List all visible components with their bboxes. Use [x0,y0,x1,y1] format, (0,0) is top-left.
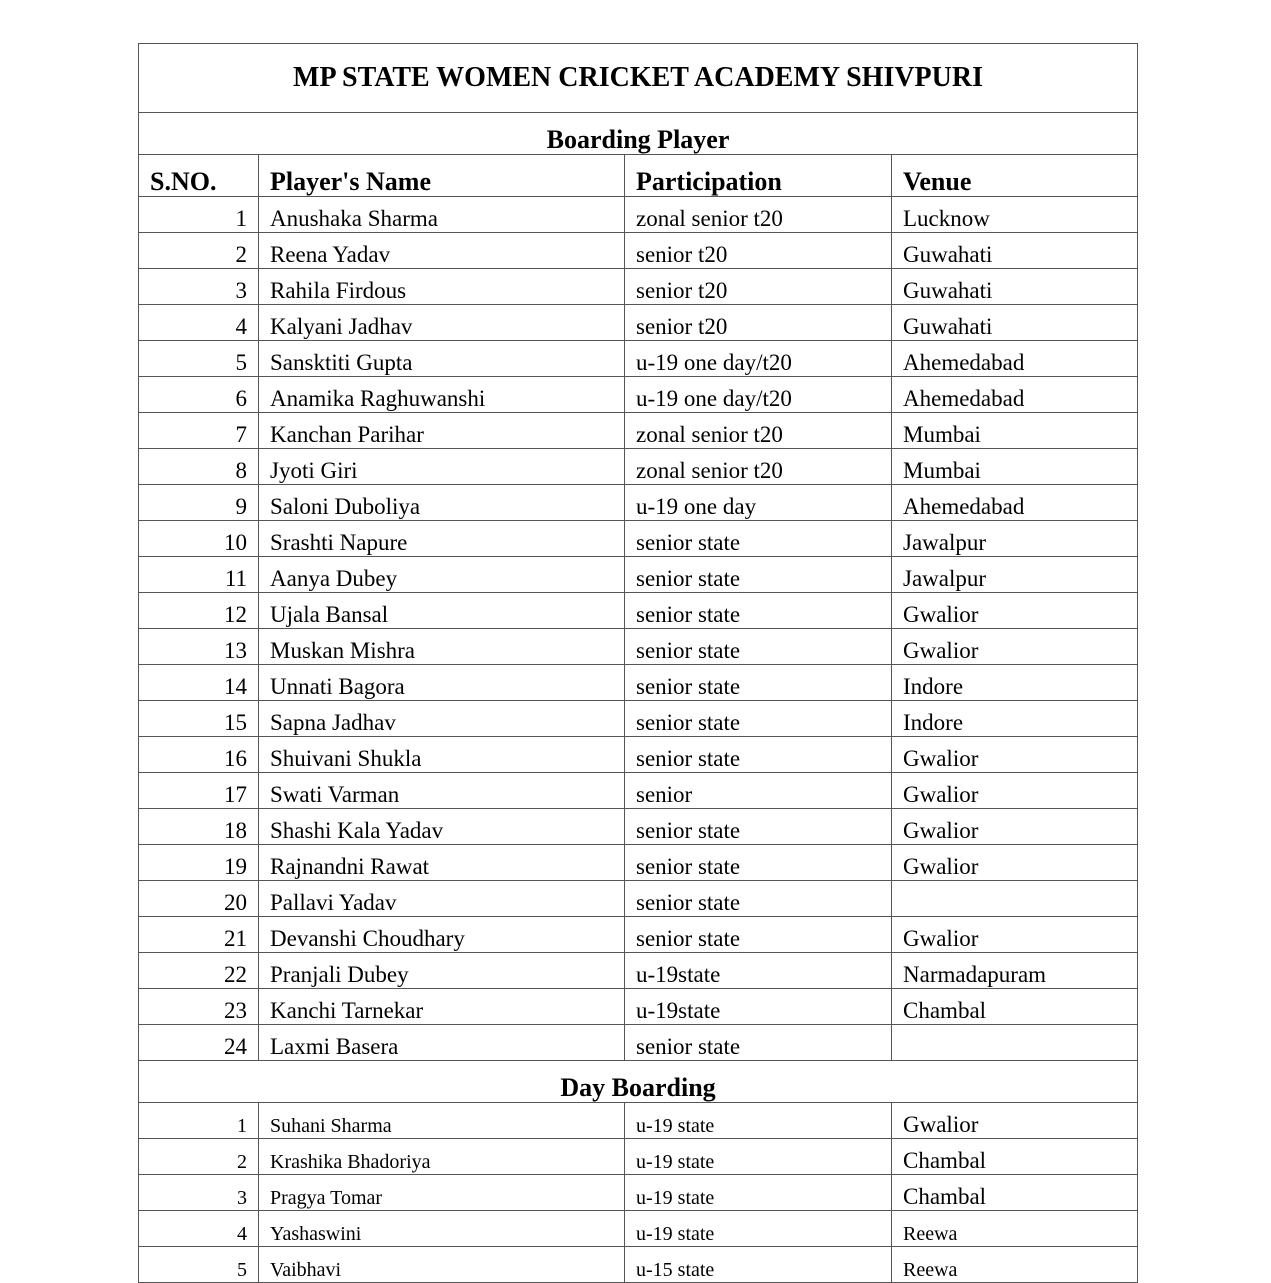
participation-cell: senior state [625,629,892,665]
player-name-cell: Muskan Mishra [259,629,625,665]
participation-cell: u-19state [625,953,892,989]
player-name-cell: Aanya Dubey [259,557,625,593]
participation-cell: u-19 one day/t20 [625,377,892,413]
boarding-table-row [139,269,1138,305]
participation-cell: senior state [625,809,892,845]
boarding-table-row [139,197,1138,233]
sno-cell: 22 [139,953,259,989]
sno-cell: 7 [139,413,259,449]
sno-cell: 21 [139,917,259,953]
sno-cell: 2 [139,233,259,269]
player-name-cell: Rajnandni Rawat [259,845,625,881]
boarding-table-row [139,953,1138,989]
sno-cell: 13 [139,629,259,665]
venue-cell: Reewa [892,1211,1138,1247]
venue-cell: Gwalior [892,917,1138,953]
sno-cell: 3 [139,269,259,305]
sno-cell: 4 [139,1211,259,1247]
participation-cell: u-19 state [625,1211,892,1247]
sno-cell: 23 [139,989,259,1025]
participation-cell: u-15 state [625,1247,892,1283]
participation-cell: u-19 state [625,1139,892,1175]
boarding-table-row [139,1025,1138,1061]
participation-cell: senior state [625,881,892,917]
player-name-cell: Sansktiti Gupta [259,341,625,377]
venue-cell: Jawalpur [892,521,1138,557]
column-header-row [139,155,1138,197]
boarding-table-row [139,413,1138,449]
player-name-cell: Devanshi Choudhary [259,917,625,953]
sno-cell: 24 [139,1025,259,1061]
player-name-cell: Yashaswini [259,1211,625,1247]
player-name-cell: Jyoti Giri [259,449,625,485]
sno-cell: 20 [139,881,259,917]
participation-cell: senior state [625,1025,892,1061]
venue-cell [892,1025,1138,1061]
player-name-cell: Shuivani Shukla [259,737,625,773]
participation-cell: senior state [625,701,892,737]
day-boarding-table-row [139,1103,1138,1139]
participation-cell: senior state [625,737,892,773]
boarding-table-row [139,485,1138,521]
boarding-table-row [139,629,1138,665]
venue-cell: Gwalior [892,845,1138,881]
boarding-table-row [139,989,1138,1025]
boarding-table-row [139,809,1138,845]
player-name-cell: Unnati Bagora [259,665,625,701]
participation-cell: zonal senior t20 [625,197,892,233]
day-boarding-table-row [139,1247,1138,1283]
player-name-cell: Pranjali Dubey [259,953,625,989]
day-boarding-section-heading: Day Boarding [139,1061,1138,1103]
participation-cell: senior [625,773,892,809]
participation-cell: senior t20 [625,269,892,305]
venue-cell: Indore [892,665,1138,701]
venue-cell: Ahemedabad [892,485,1138,521]
venue-cell: Guwahati [892,269,1138,305]
column-header-sno: S.NO. [139,155,259,197]
player-name-cell: Kanchi Tarnekar [259,989,625,1025]
venue-cell: Mumbai [892,413,1138,449]
day-boarding-table-row [139,1139,1138,1175]
column-header-participation: Participation [625,155,892,197]
boarding-table-row [139,557,1138,593]
sno-cell: 16 [139,737,259,773]
player-name-cell: Ujala Bansal [259,593,625,629]
player-name-cell: Laxmi Basera [259,1025,625,1061]
player-name-cell: Swati Varman [259,773,625,809]
participation-cell: senior state [625,557,892,593]
sno-cell: 1 [139,197,259,233]
participation-cell: senior state [625,521,892,557]
venue-cell: Chambal [892,1139,1138,1175]
boarding-table-row [139,737,1138,773]
venue-cell: Gwalior [892,1103,1138,1139]
boarding-table-row [139,521,1138,557]
boarding-table-row [139,917,1138,953]
participation-cell: zonal senior t20 [625,413,892,449]
sno-cell: 15 [139,701,259,737]
venue-cell: Mumbai [892,449,1138,485]
player-name-cell: Saloni Duboliya [259,485,625,521]
player-name-cell: Suhani Sharma [259,1103,625,1139]
venue-cell: Gwalior [892,737,1138,773]
player-name-cell: Sapna Jadhav [259,701,625,737]
player-name-cell: Rahila Firdous [259,269,625,305]
venue-cell: Gwalior [892,773,1138,809]
boarding-table-row [139,773,1138,809]
column-header-name: Player's Name [259,155,625,197]
boarding-table-row [139,449,1138,485]
venue-cell: Gwalior [892,593,1138,629]
participation-cell: senior state [625,917,892,953]
sno-cell: 17 [139,773,259,809]
venue-cell [892,881,1138,917]
roster-table [138,43,1138,1283]
player-name-cell: Anamika Raghuwanshi [259,377,625,413]
boarding-table-row [139,233,1138,269]
participation-cell: u-19 state [625,1175,892,1211]
sno-cell: 1 [139,1103,259,1139]
player-name-cell: Vaibhavi [259,1247,625,1283]
participation-cell: senior t20 [625,305,892,341]
sno-cell: 19 [139,845,259,881]
boarding-table-row [139,845,1138,881]
sno-cell: 8 [139,449,259,485]
player-name-cell: Shashi Kala Yadav [259,809,625,845]
participation-cell: zonal senior t20 [625,449,892,485]
participation-cell: u-19state [625,989,892,1025]
player-name-cell: Kalyani Jadhav [259,305,625,341]
sno-cell: 5 [139,341,259,377]
roster-table-body [139,44,1138,1283]
venue-cell: Reewa [892,1247,1138,1283]
boarding-table-row [139,881,1138,917]
participation-cell: u-19 one day/t20 [625,341,892,377]
boarding-table-row [139,377,1138,413]
sno-cell: 9 [139,485,259,521]
sno-cell: 6 [139,377,259,413]
boarding-section-row [139,113,1138,155]
venue-cell: Chambal [892,1175,1138,1211]
venue-cell: Gwalior [892,809,1138,845]
boarding-table-row [139,305,1138,341]
player-name-cell: Anushaka Sharma [259,197,625,233]
player-name-cell: Pragya Tomar [259,1175,625,1211]
day-boarding-table-row [139,1175,1138,1211]
venue-cell: Ahemedabad [892,377,1138,413]
player-name-cell: Reena Yadav [259,233,625,269]
venue-cell: Ahemedabad [892,341,1138,377]
participation-cell: senior state [625,845,892,881]
day-boarding-section-row [139,1061,1138,1103]
sno-cell: 11 [139,557,259,593]
player-name-cell: Kanchan Parihar [259,413,625,449]
venue-cell: Jawalpur [892,557,1138,593]
document-title: MP STATE WOMEN CRICKET ACADEMY SHIVPURI [139,44,1138,113]
column-header-venue: Venue [892,155,1138,197]
participation-cell: senior state [625,593,892,629]
venue-cell: Chambal [892,989,1138,1025]
venue-cell: Indore [892,701,1138,737]
sno-cell: 14 [139,665,259,701]
boarding-table-row [139,341,1138,377]
sno-cell: 18 [139,809,259,845]
player-name-cell: Srashti Napure [259,521,625,557]
boarding-table-row [139,665,1138,701]
participation-cell: senior state [625,665,892,701]
participation-cell: u-19 one day [625,485,892,521]
participation-cell: senior t20 [625,233,892,269]
participation-cell: u-19 state [625,1103,892,1139]
sno-cell: 2 [139,1139,259,1175]
venue-cell: Lucknow [892,197,1138,233]
sno-cell: 12 [139,593,259,629]
player-name-cell: Pallavi Yadav [259,881,625,917]
sno-cell: 10 [139,521,259,557]
day-boarding-table-row [139,1211,1138,1247]
sno-cell: 3 [139,1175,259,1211]
boarding-table-row [139,701,1138,737]
venue-cell: Guwahati [892,233,1138,269]
venue-cell: Gwalior [892,629,1138,665]
venue-cell: Guwahati [892,305,1138,341]
boarding-section-heading: Boarding Player [139,113,1138,155]
boarding-table-row [139,593,1138,629]
sno-cell: 5 [139,1247,259,1283]
sno-cell: 4 [139,305,259,341]
player-name-cell: Krashika Bhadoriya [259,1139,625,1175]
title-row [139,44,1138,113]
venue-cell: Narmadapuram [892,953,1138,989]
